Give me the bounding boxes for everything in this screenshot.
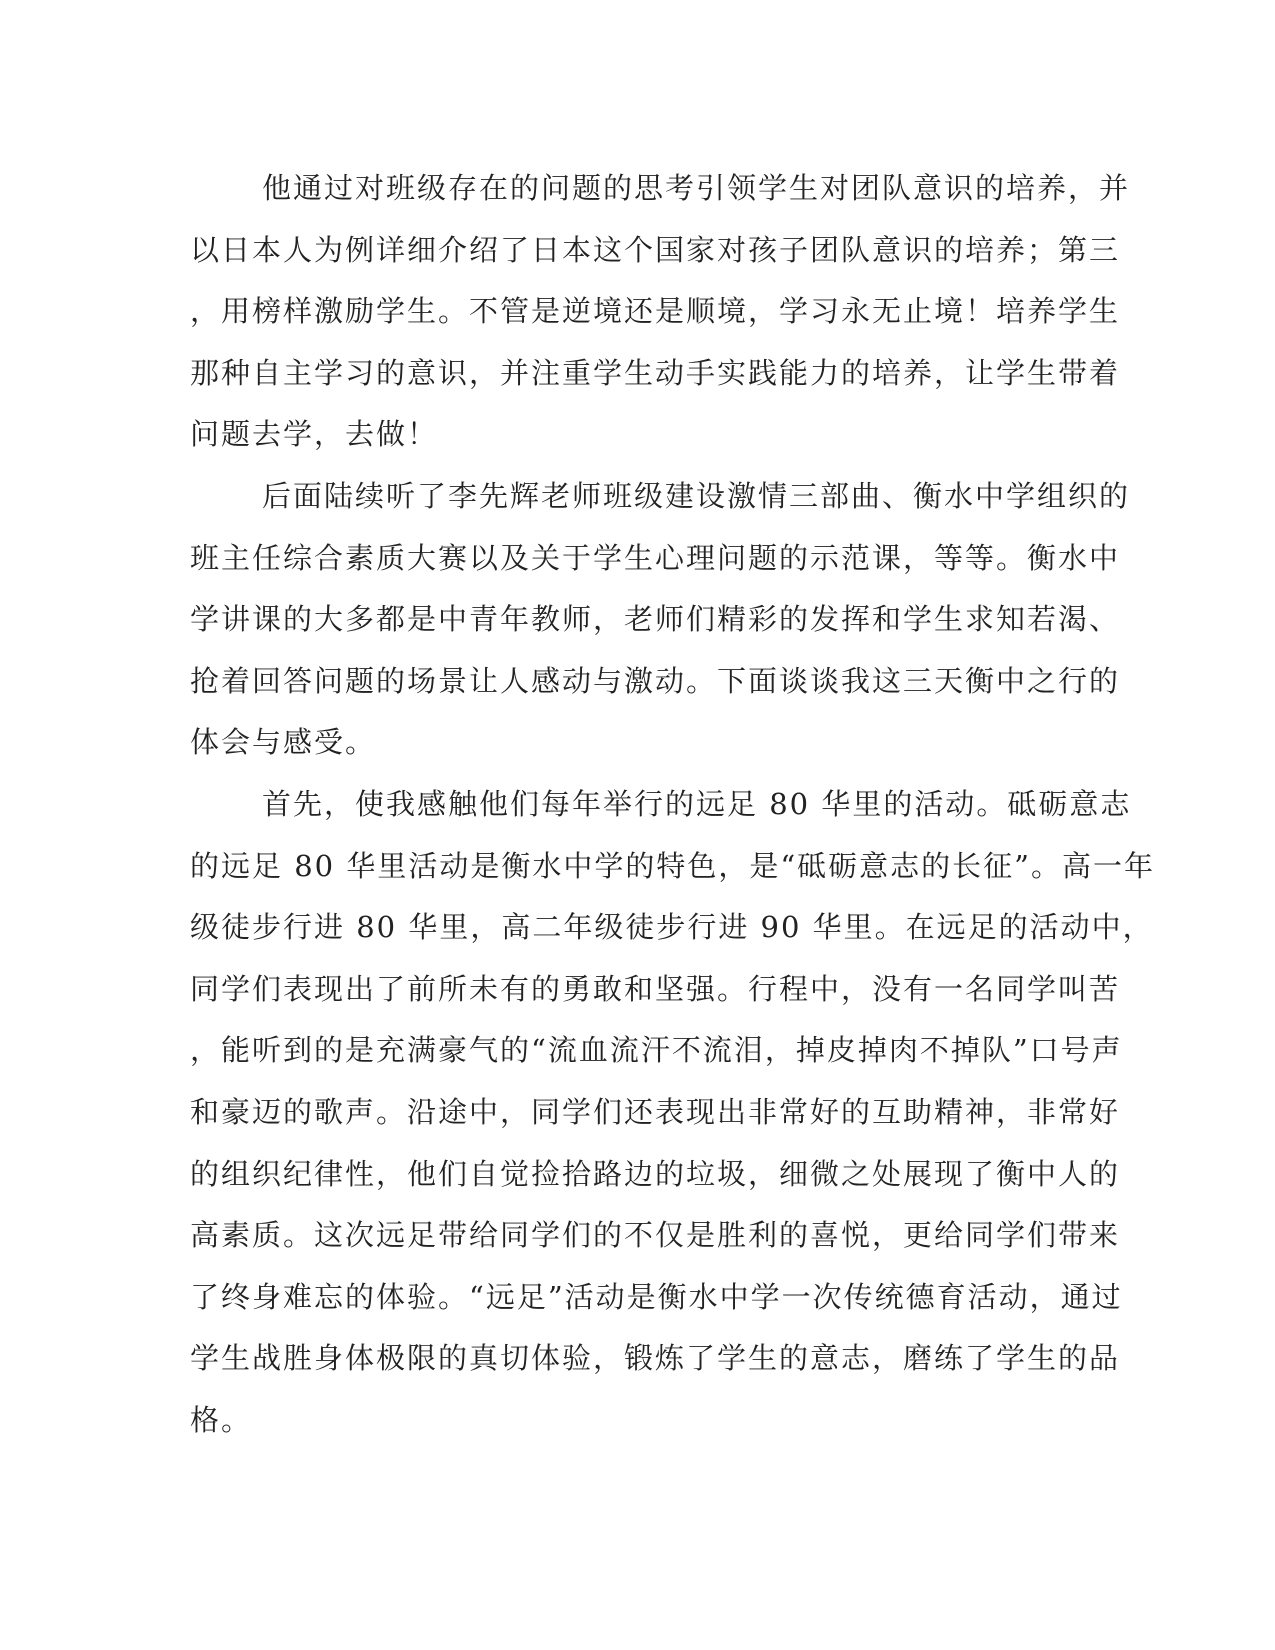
body-text <box>190 158 1155 1451</box>
text-line: 的组织纪律性，他们自觉捡拾路边的垃圾，细微之处展现了衡中人的 <box>190 1156 1121 1191</box>
text-line: 他通过对班级存在的问题的思考引领学生对团队意识的培养，并 <box>262 171 1131 205</box>
paragraph-3 <box>190 774 1155 1452</box>
text-line: 抢着回答问题的场景让人感动与激动。下面谈谈我这三天衡中之行的 <box>190 663 1121 698</box>
text-line: 级徒步行进 80 华里，高二年级徒步行进 90 华里。在远足的活动中， <box>190 910 1154 945</box>
paragraph-2 <box>190 466 1131 774</box>
paragraph-1 <box>190 158 1131 466</box>
text-line: 格。 <box>190 1402 253 1437</box>
text-line: 首先，使我感触他们每年举行的远足 80 华里的活动。砥砺意志 <box>262 786 1132 821</box>
text-line: 同学们表现出了前所未有的勇敢和坚强。行程中，没有一名同学叫苦 <box>190 971 1121 1006</box>
text-line: 问题去学，去做！ <box>190 417 439 452</box>
text-line: 学生战胜身体极限的真切体验，锻炼了学生的意志，磨练了学生的品 <box>190 1341 1121 1376</box>
text-line: ，用榜样激励学生。不管是逆境还是顺境，学习永无止境！培养学生 <box>190 294 1121 329</box>
text-line: 高素质。这次远足带给同学们的不仅是胜利的喜悦，更给同学们带来 <box>190 1218 1121 1253</box>
text-line: 以日本人为例详细介绍了日本这个国家对孩子团队意识的培养；第三 <box>190 232 1121 267</box>
text-line: 那种自主学习的意识，并注重学生动手实践能力的培养，让学生带着 <box>190 355 1121 390</box>
text-line: 了终身难忘的体验。“远足”活动是衡水中学一次传统德育活动，通过 <box>190 1279 1123 1314</box>
text-line: ，能听到的是充满豪气的“流血流汗不流泪，掉皮掉肉不掉队”口号声 <box>190 1033 1123 1068</box>
text-line: 的远足 80 华里活动是衡水中学的特色，是“砥砺意志的长征”。高一年 <box>190 848 1155 883</box>
text-line: 和豪迈的歌声。沿途中，同学们还表现出非常好的互助精神，非常好 <box>190 1094 1121 1129</box>
text-line: 体会与感受。 <box>190 725 377 760</box>
text-line: 班主任综合素质大赛以及关于学生心理问题的示范课，等等。衡水中 <box>190 540 1121 575</box>
text-line: 学讲课的大多都是中青年教师，老师们精彩的发挥和学生求知若渴、 <box>190 602 1121 637</box>
text-line: 后面陆续听了李先辉老师班级建设激情三部曲、衡水中学组织的 <box>262 478 1131 513</box>
